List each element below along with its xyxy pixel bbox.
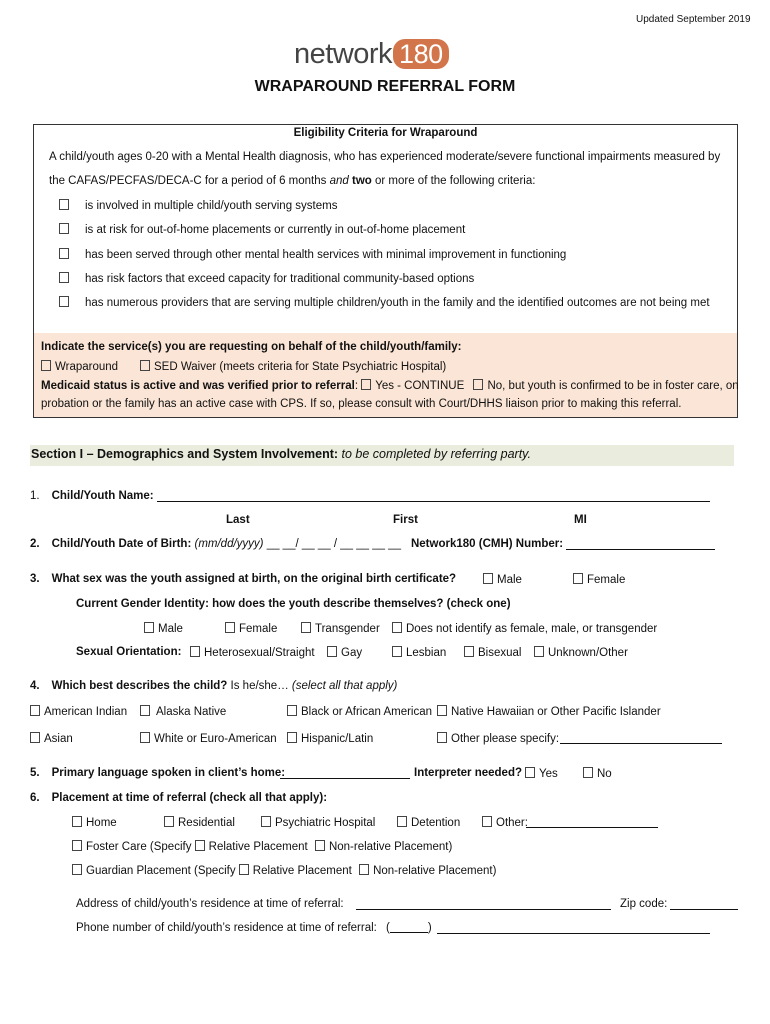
race-black[interactable]: Black or African American [287,705,432,718]
checkbox[interactable] [301,622,311,633]
address-field[interactable] [356,899,611,910]
eligibility-box [33,124,738,418]
checkbox[interactable] [140,360,150,371]
placement-guardian[interactable]: Guardian Placement (Specify Relative Placement Non-relative Placement) [72,864,496,877]
criterion-3[interactable]: has been served through other mental health services with minimal improvement in functioning [59,248,566,261]
criterion-2[interactable]: is at risk for out-of-home placements or currently in out-of-home placement [59,223,465,236]
form-title: WRAPAROUND REFERRAL FORM [254,78,516,95]
placement-other[interactable]: Other: [482,816,528,829]
q4-race: 4. Which best describes the child? Is he/she… (select all that apply) [30,680,398,692]
foster-nonrelative-checkbox[interactable] [315,840,325,851]
guardian-nonrelative-checkbox[interactable] [359,864,369,875]
checkbox[interactable] [397,816,407,827]
checkbox[interactable] [59,223,69,234]
checkbox[interactable] [464,646,474,657]
checkbox[interactable] [482,816,492,827]
foster-relative-checkbox[interactable] [195,840,205,851]
orientation-label: Sexual Orientation: [76,646,182,658]
interpreter-label: Interpreter needed? [414,767,522,779]
section-1-banner [30,445,734,466]
checkbox[interactable] [140,705,150,716]
section-1-title: Section I – Demographics and System Involvement: to be completed by referring party. [31,447,531,461]
gender-male[interactable]: Male [144,622,183,635]
criterion-1[interactable]: is involved in multiple child/youth serving systems [59,199,337,212]
address-label: Address of child/youth’s residence at time of referral: [76,898,344,910]
orientation-bisexual[interactable]: Bisexual [464,646,521,659]
checkbox[interactable] [525,767,535,778]
checkbox[interactable] [164,816,174,827]
orientation-gay[interactable]: Gay [327,646,362,659]
checkbox[interactable] [72,840,82,851]
placement-other-field[interactable] [526,817,658,828]
cmh-number-field[interactable] [566,539,715,550]
gender-not-identify[interactable]: Does not identify as female, male, or transgender [392,622,657,635]
checkbox[interactable] [59,248,69,259]
race-other[interactable]: Other please specify: [437,732,559,745]
eligibility-heading: Eligibility Criteria for Wraparound [293,127,478,139]
checkbox[interactable] [583,767,593,778]
phone-number-field[interactable] [437,923,710,934]
checkbox[interactable] [72,864,82,875]
checkbox[interactable] [287,705,297,716]
orientation-lesbian[interactable]: Lesbian [392,646,446,659]
checkbox[interactable] [392,646,402,657]
guardian-relative-checkbox[interactable] [239,864,249,875]
checkbox[interactable] [140,732,150,743]
service-request-panel [34,333,737,417]
checkbox[interactable] [437,705,447,716]
placement-residential[interactable]: Residential [164,816,235,829]
criterion-4[interactable]: has risk factors that exceed capacity for traditional community-based options [59,272,474,285]
logo-number: 180 [393,39,449,69]
label-first: First [393,514,418,526]
label-last: Last [226,514,250,526]
interpreter-yes[interactable]: Yes [525,767,558,780]
checkbox[interactable] [225,622,235,633]
interpreter-no[interactable]: No [583,767,612,780]
placement-home[interactable]: Home [72,816,117,829]
checkbox[interactable] [30,705,40,716]
language-field[interactable] [280,768,410,779]
checkbox[interactable] [287,732,297,743]
race-other-field[interactable] [560,733,722,744]
phone-area-code-field[interactable]: ( ) [386,922,432,934]
medicaid-no-detail: probation or the family has an active case with CPS. If so, please consult with Court/DHHS liaison prior to making this referral. [41,398,682,410]
q3-sex-at-birth: 3. What sex was the youth assigned at birth, on the original birth certificate? [30,573,457,585]
checkbox[interactable] [59,272,69,283]
orientation-unknown[interactable]: Unknown/Other [534,646,628,659]
updated-date: Updated September 2019 [636,14,751,25]
gender-female[interactable]: Female [225,622,277,635]
q5-language: 5. Primary language spoken in client’s home: [30,767,286,779]
eligibility-intro-1: A child/youth ages 0-20 with a Mental Health diagnosis, who has experienced moderate/severe functional impairments measured by [49,151,721,163]
race-pacific-islander[interactable]: Native Hawaiian or Other Pacific Islander [437,705,661,718]
zip-label: Zip code: [620,898,668,910]
q6-placement: 6. Placement at time of referral (check all that apply): [30,792,328,804]
checkbox[interactable] [59,296,69,307]
sex-female[interactable]: Female [573,573,625,586]
race-alaska-native[interactable]: Alaska Native [140,705,226,718]
checkbox[interactable] [483,573,493,584]
medicaid-yes-checkbox[interactable] [361,379,371,390]
zip-field[interactable] [670,899,738,910]
checkbox[interactable] [59,199,69,210]
placement-foster[interactable]: Foster Care (Specify Relative Placement Non-relative Placement) [72,840,452,853]
q2-dob: 2. Child/Youth Date of Birth: (mm/dd/yyyy) __ __/ __ __ / __ __ __ __ Network180 (CMH) Number: [30,538,564,550]
checkbox[interactable] [327,646,337,657]
q1-child-name: 1. Child/Youth Name: [30,490,154,502]
checkbox[interactable] [437,732,447,743]
checkbox[interactable] [30,732,40,743]
orientation-heterosexual[interactable]: Heterosexual/Straight [190,646,315,659]
service-heading: Indicate the service(s) you are requesting on behalf of the child/youth/family: [41,341,462,353]
race-american-indian[interactable]: American Indian [30,705,127,718]
phone-label: Phone number of child/youth’s residence at time of referral: [76,922,377,934]
label-mi: MI [574,514,587,526]
dob-field[interactable]: __ __/ __ __ / __ __ __ __ [266,538,401,550]
network180-logo [294,38,449,71]
checkbox[interactable] [144,622,154,633]
checkbox[interactable] [190,646,200,657]
checkbox[interactable] [72,816,82,827]
gender-transgender[interactable]: Transgender [301,622,380,635]
checkbox[interactable] [261,816,271,827]
medicaid-status: Medicaid status is active and was verified prior to referral: Yes - CONTINUE No, but youth is confirmed to be in foster care, on [41,380,739,392]
option-sed-waiver[interactable]: SED Waiver (meets criteria for State Psychiatric Hospital) [140,360,446,373]
checkbox[interactable] [392,622,402,633]
logo-text: network [294,38,393,70]
checkbox[interactable] [573,573,583,584]
eligibility-intro-2: the CAFAS/PECFAS/DECA-C for a period of 6 months and two or more of the following criteria: [49,175,536,187]
checkbox[interactable] [41,360,51,371]
placement-psychiatric[interactable]: Psychiatric Hospital [261,816,375,829]
gender-identity-label: Current Gender Identity: how does the youth describe themselves? (check one) [76,598,511,610]
race-white[interactable]: White or Euro-American [140,732,277,745]
sex-male[interactable]: Male [483,573,522,586]
child-name-field[interactable] [157,491,710,502]
race-hispanic[interactable]: Hispanic/Latin [287,732,373,745]
race-asian[interactable]: Asian [30,732,73,745]
medicaid-no-checkbox[interactable] [473,379,483,390]
checkbox[interactable] [534,646,544,657]
option-wraparound[interactable]: Wraparound [41,360,118,373]
criterion-5[interactable]: has numerous providers that are serving multiple children/youth in the family and the identified outcomes are not being met [59,296,710,309]
placement-detention[interactable]: Detention [397,816,460,829]
